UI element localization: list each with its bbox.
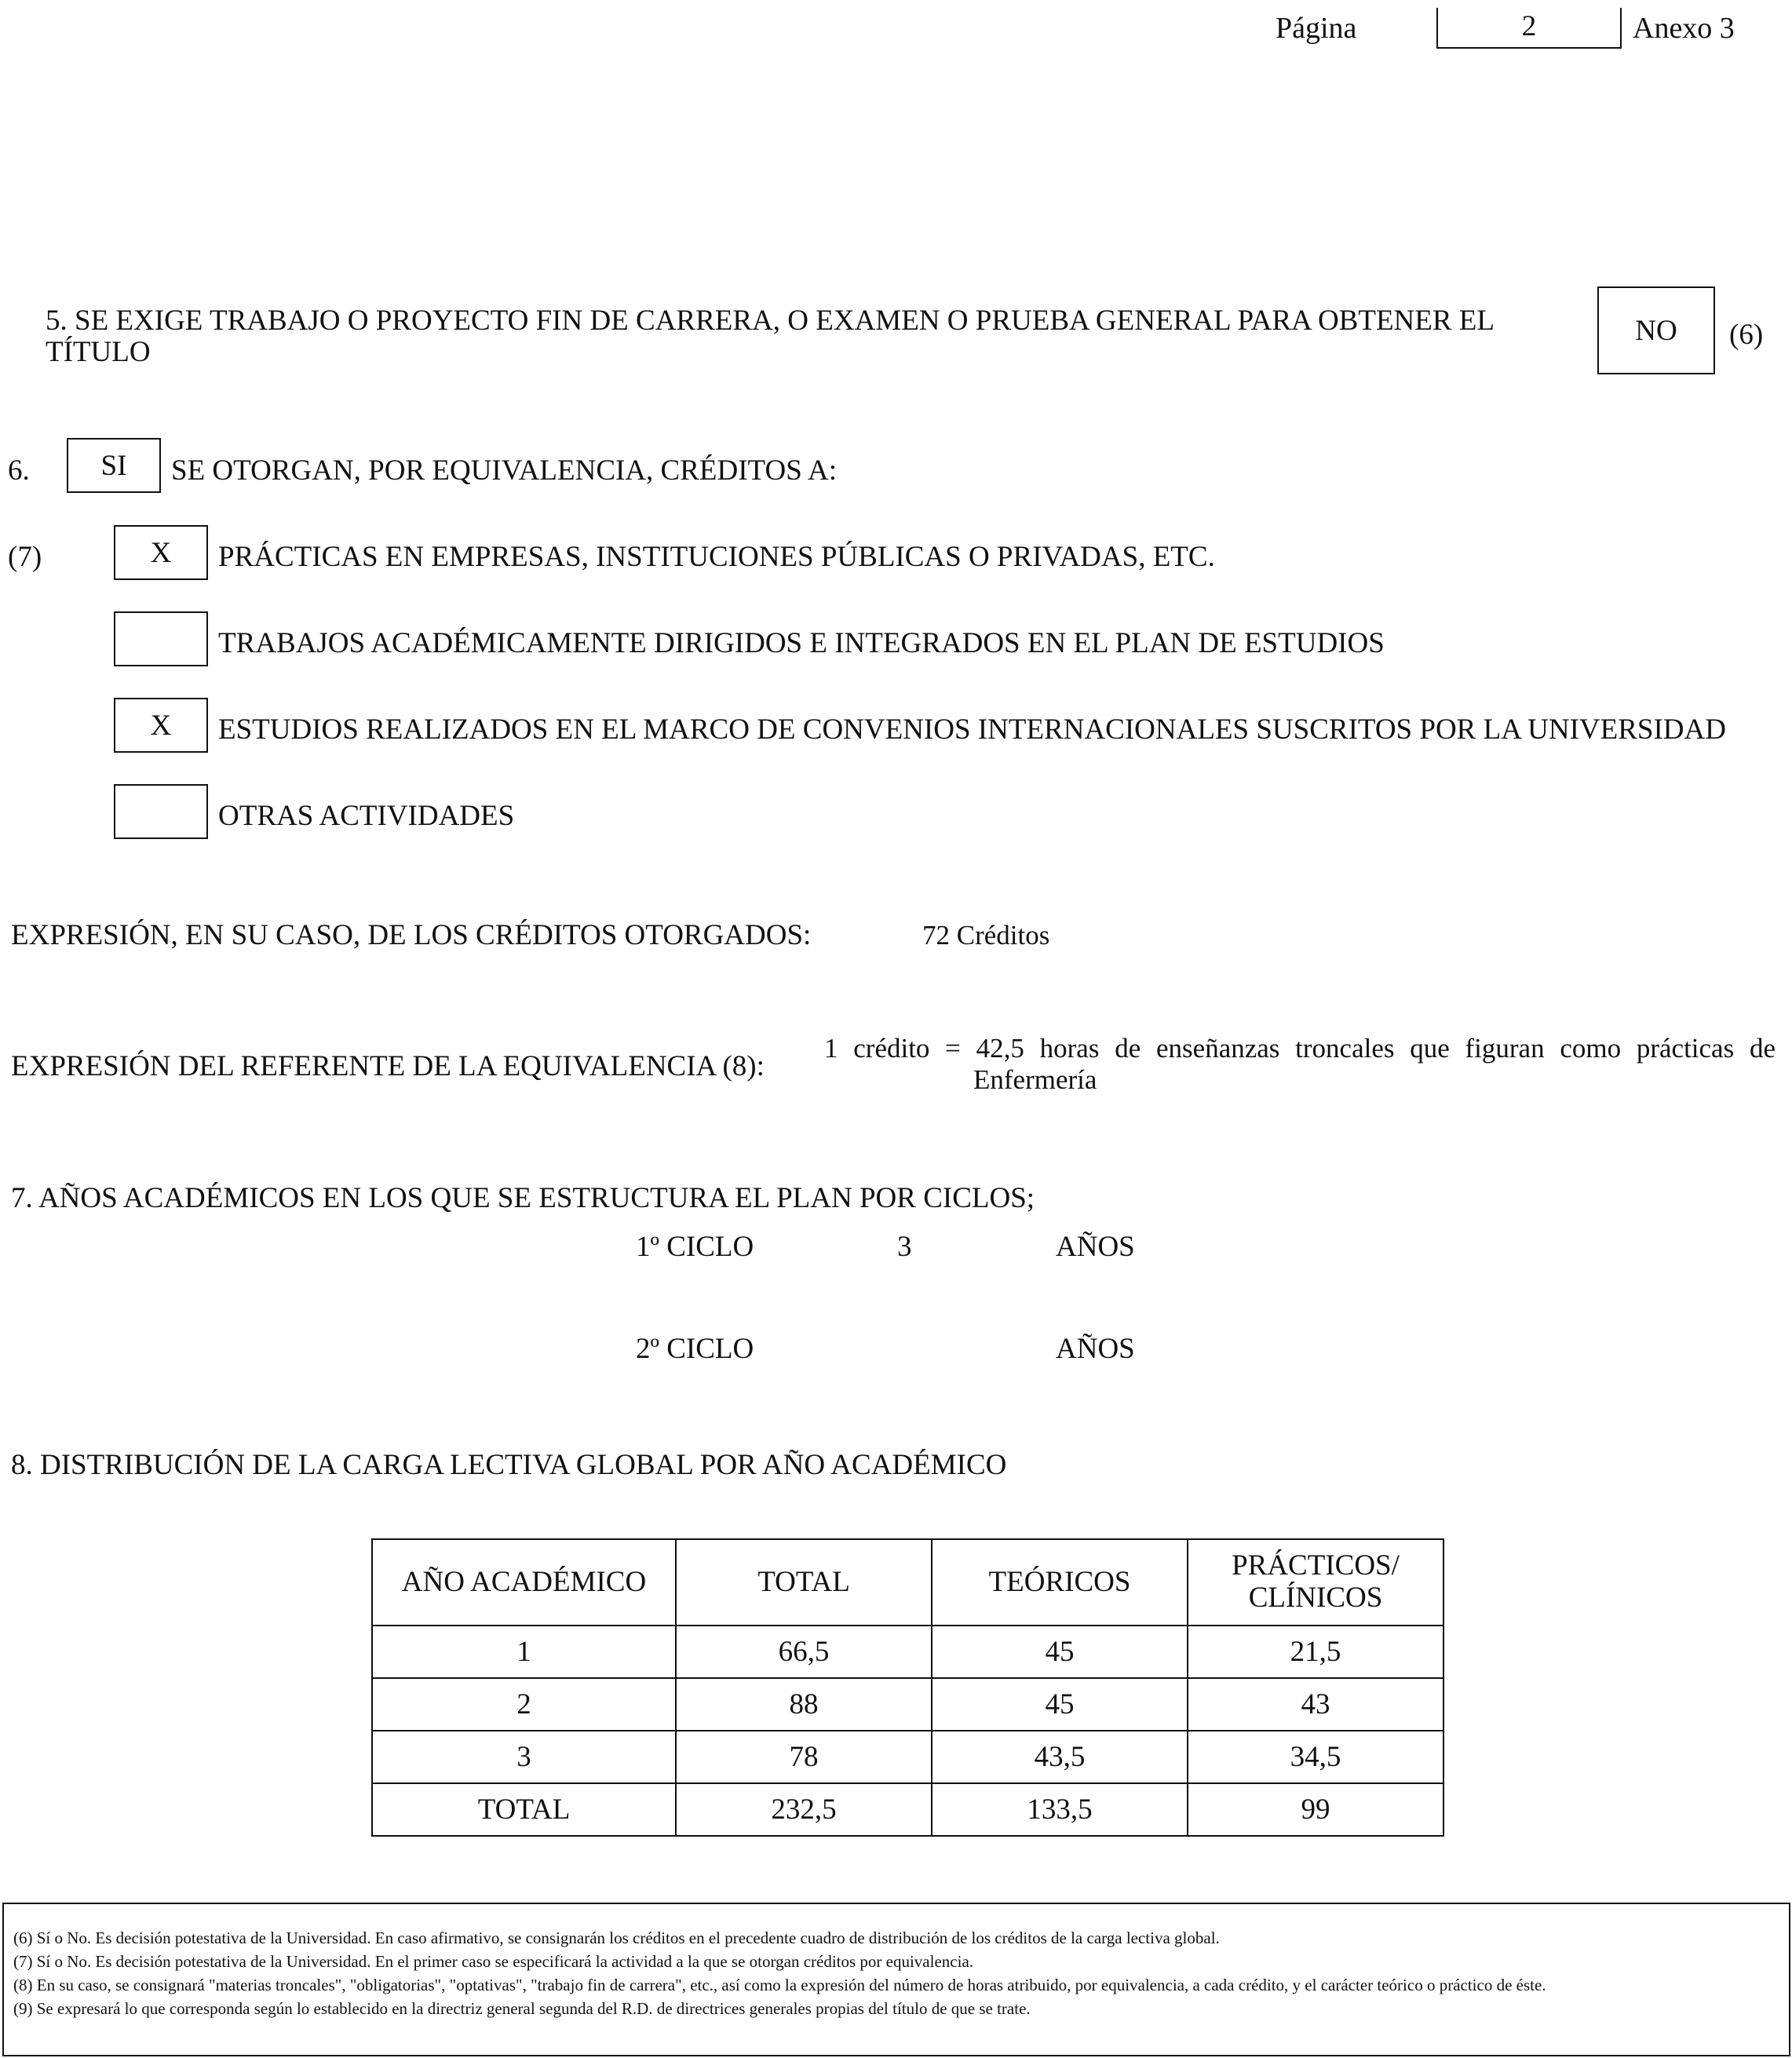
header-theoretical-text: TEÓRICOS [988, 1565, 1131, 1598]
credits-label: EXPRESIÓN, EN SU CASO, DE LOS CRÉDITOS OTORGADOS: [11, 919, 812, 951]
footnote-9: (9) Se expresará lo que corresponda según lo establecido en la directriz general segunda del R.D. de directrices generales propias del título de que se trate. [13, 1999, 1031, 2018]
cell: 88 [676, 1678, 932, 1731]
cycle1-unit: AÑOS [1056, 1231, 1135, 1263]
cell: 43,5 [932, 1731, 1188, 1783]
cell: 3 [372, 1731, 676, 1783]
cell: 1 [372, 1626, 676, 1678]
option-checkbox-practicas[interactable] [114, 525, 208, 580]
cell: 34,5 [1188, 1731, 1443, 1783]
section6-answer-box [67, 438, 161, 493]
cell: 21,5 [1188, 1626, 1443, 1678]
cell: 45 [932, 1626, 1188, 1678]
header-total: TOTAL [676, 1539, 932, 1626]
table-row [372, 1626, 1443, 1678]
section6-note: (7) [8, 541, 42, 573]
load-distribution-table [371, 1538, 1444, 1837]
section6-text: SE OTORGAN, POR EQUIVALENCIA, CRÉDITOS A: [171, 454, 837, 487]
cell: 66,5 [676, 1626, 932, 1678]
section8-title: 8. DISTRIBUCIÓN DE LA CARGA LECTIVA GLOBAL POR AÑO ACADÉMICO [11, 1449, 1007, 1481]
option-label-trabajos: TRABAJOS ACADÉMICAMENTE DIRIGIDOS E INTEGRADOS EN EL PLAN DE ESTUDIOS [218, 627, 1385, 659]
header-practical-line2: CLÍNICOS [1248, 1582, 1383, 1614]
table-total-row [372, 1783, 1443, 1836]
credits-value: 72 Créditos [922, 920, 1050, 951]
section5-note: (6) [1729, 319, 1764, 351]
header-theoretical [932, 1539, 1188, 1626]
option-mark-estudios: X [150, 709, 172, 742]
section6-answer: SI [100, 449, 127, 482]
cell: TOTAL [372, 1783, 676, 1836]
cycle1-label: 1º CICLO [636, 1231, 754, 1263]
referent-label: EXPRESIÓN DEL REFERENTE DE LA EQUIVALENCIA (8): [11, 1050, 765, 1082]
page-number-box [1436, 8, 1622, 49]
referent-line2: Enfermería [973, 1064, 1097, 1095]
header-practical-line1: PRÁCTICOS/ [1232, 1549, 1400, 1582]
footnote-7: (7) Sí o No. Es decisión potestativa de la Universidad. En el primer caso se especificará la actividad a la que se otorgan créditos por equivalencia. [13, 1952, 974, 1971]
cell: 2 [372, 1678, 676, 1731]
cell: 43 [1188, 1678, 1443, 1731]
option-label-estudios: ESTUDIOS REALIZADOS EN EL MARCO DE CONVENIOS INTERNACIONALES SUSCRITOS POR LA UNIVERSIDAD [218, 713, 1726, 746]
option-label-practicas: PRÁCTICAS EN EMPRESAS, INSTITUCIONES PÚBLICAS O PRIVADAS, ETC. [218, 541, 1215, 573]
cell: 45 [932, 1678, 1188, 1731]
cell: 78 [676, 1731, 932, 1783]
cell: 99 [1188, 1783, 1443, 1836]
header-year: AÑO ACADÉMICO [372, 1539, 676, 1626]
option-mark-practicas: X [150, 536, 172, 569]
section5-answer-box [1597, 286, 1715, 374]
header-practical [1188, 1539, 1443, 1626]
section5-text-line1: 5. SE EXIGE TRABAJO O PROYECTO FIN DE CARRERA, O EXAMEN O PRUEBA GENERAL PARA OBTENER EL [46, 305, 1495, 337]
footnotes-box [2, 1903, 1790, 2056]
annex-label: Anexo 3 [1633, 12, 1735, 45]
section6-number: 6. [8, 454, 30, 487]
footnote-6: (6) Sí o No. Es decisión potestativa de la Universidad. En caso afirmativo, se consignarán los créditos en el precedente cuadro de distribución de los créditos de la carga lectiva global. [13, 1928, 1220, 1947]
table-row [372, 1678, 1443, 1731]
option-checkbox-estudios[interactable] [114, 698, 208, 753]
cycle1-years: 3 [897, 1231, 912, 1263]
cycle2-unit: AÑOS [1056, 1333, 1135, 1365]
footnote-8: (8) En su caso, se consignará "materias troncales", "obligatorias", "optativas", "trabajo fin de carrera", etc., así como la expresión del número de horas atribuido, por equivalencia, a cada crédito, y el carácter teórico o práctico de éste. [13, 1976, 1546, 1994]
referent-line1: 1 crédito = 42,5 horas de enseñanzas troncales que figuran como prácticas de [824, 1033, 1776, 1064]
option-checkbox-trabajos[interactable] [114, 611, 208, 666]
section7-title: 7. AÑOS ACADÉMICOS EN LOS QUE SE ESTRUCTURA EL PLAN POR CICLOS; [11, 1182, 1035, 1214]
option-label-otras: OTRAS ACTIVIDADES [218, 800, 515, 832]
table-header-row [372, 1539, 1443, 1626]
cycle2-label: 2º CICLO [636, 1333, 754, 1365]
cell: 232,5 [676, 1783, 932, 1836]
section5-text-line2: TÍTULO [46, 336, 151, 368]
section5-answer: NO [1635, 314, 1677, 347]
cell: 133,5 [932, 1783, 1188, 1836]
page-label: Página [1276, 12, 1357, 45]
option-checkbox-otras[interactable] [114, 784, 208, 839]
page-number: 2 [1521, 10, 1537, 42]
table-row [372, 1731, 1443, 1783]
